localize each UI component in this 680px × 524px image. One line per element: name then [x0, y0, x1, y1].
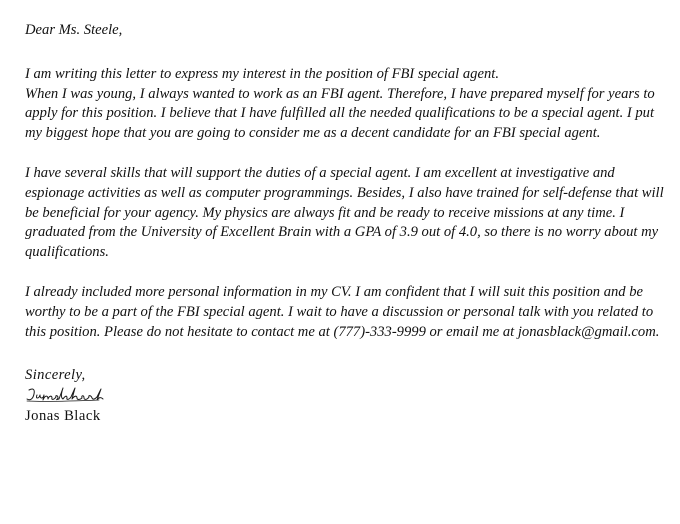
paragraph-skills: I have several skills that will support the duties of a special agent. I am excellent at investigative and espionage activities as well as computer programmings. Besides, I also have trained for self-defense that will be beneficial for your agency. My physics are always fit and be ready to receive missions at any time. I graduated from the University of Excellent Brain with a GPA of 3.9 out of 4.0, so there is no worry about my qualifications.	[25, 164, 664, 261]
intro-sentence: I am writing this letter to express my interest in the position of FBI special agent.	[25, 65, 499, 82]
paragraph-motivation: When I was young, I always wanted to work as an FBI agent. Therefore, I have prepared myself for years to apply for this position. I believe that I have fulfilled all the needed qualifications to be a special agent. I put my biggest hope that you are going to consider me as a decent candidate for an FBI special agent.	[25, 85, 655, 142]
paragraph-contact: I already included more personal information in my CV. I am confident that I will suit this position and be worthy to be a part of the FBI special agent. I wait to have a discussion or personal talk with you related to this position. Please do not hesitate to contact me at (777)-333-9999 or email me at jonasblack@gmail.com.	[25, 283, 660, 340]
closing: Sincerely,	[25, 367, 86, 384]
signature	[25, 386, 665, 407]
letter-body	[25, 21, 665, 427]
signature-scribble	[25, 386, 105, 406]
salutation: Dear Ms. Steele,	[25, 22, 123, 38]
sender-name: Jonas Black	[25, 408, 101, 425]
